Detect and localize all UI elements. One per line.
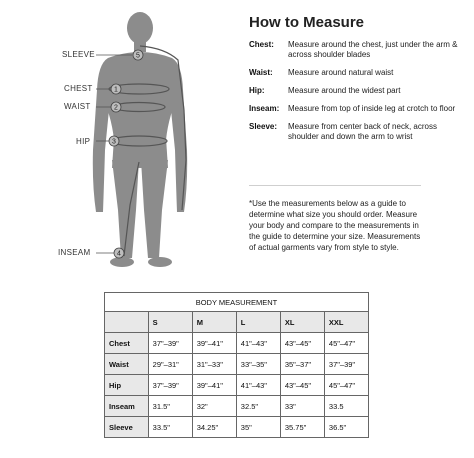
definition-hip [249, 86, 464, 96]
row-label-waist: Waist [105, 354, 149, 375]
marker-3-label: 3 [112, 138, 116, 146]
table-cell: 35" [236, 417, 280, 438]
body-figure-panel [0, 0, 250, 285]
table-cell: 43"–45" [280, 333, 324, 354]
table-caption: BODY MEASUREMENT [105, 293, 369, 312]
definition-term: Hip: [249, 86, 265, 95]
definition-text: Measure around the chest, just under the arm & across shoulder blades [288, 40, 458, 59]
table-row [105, 354, 369, 375]
row-label-sleeve: Sleeve [105, 417, 149, 438]
size-header-l: L [236, 312, 280, 333]
definition-waist [249, 68, 464, 78]
definition-term: Sleeve: [249, 122, 278, 131]
table-cell: 45"–47" [324, 333, 368, 354]
how-to-measure-title: How to Measure [249, 14, 365, 31]
table-cell: 34.25" [192, 417, 236, 438]
size-header-xl: XL [280, 312, 324, 333]
table-cell: 45"–47" [324, 375, 368, 396]
row-label-chest: Chest [105, 333, 149, 354]
definition-term: Inseam: [249, 104, 280, 113]
chest-label: CHEST [64, 84, 93, 93]
table-cell: 41"–43" [236, 333, 280, 354]
table-cell: 39"–41" [192, 375, 236, 396]
definition-text: Measure around natural waist [288, 68, 394, 77]
definition-text: Measure from top of inside leg at crotch to floor [288, 104, 456, 113]
definition-text: Measure around the widest part [288, 86, 401, 95]
marker-3 [109, 136, 119, 146]
table-row [105, 333, 369, 354]
marker-5-label: 5 [136, 52, 140, 60]
table-cell: 36.5" [324, 417, 368, 438]
table-cell: 32.5" [236, 396, 280, 417]
marker-4-label: 4 [117, 250, 121, 258]
table-cell: 31.5" [148, 396, 192, 417]
marker-4 [114, 248, 124, 258]
table-cell: 35.75" [280, 417, 324, 438]
size-header-m: M [192, 312, 236, 333]
body-measurement-table [104, 292, 369, 438]
marker-1-label: 1 [114, 86, 118, 94]
table-row [105, 396, 369, 417]
sleeve-label: SLEEVE [62, 50, 95, 59]
table-cell: 39"–41" [192, 333, 236, 354]
size-header-xxl: XXL [324, 312, 368, 333]
waist-label: WAIST [64, 102, 91, 111]
body-silhouette-illustration [0, 0, 250, 285]
table-cell: 33.5 [324, 396, 368, 417]
table-cell: 29"–31" [148, 354, 192, 375]
definition-chest [249, 40, 464, 60]
table-header-row [105, 312, 369, 333]
table-cell: 43"–45" [280, 375, 324, 396]
table-cell: 33"–35" [236, 354, 280, 375]
marker-2-label: 2 [114, 104, 118, 112]
table-cell: 41"–43" [236, 375, 280, 396]
table-row [105, 417, 369, 438]
measurement-definitions [249, 40, 464, 150]
definition-text: Measure from center back of neck, across shoulder and down the arm to wrist [288, 122, 437, 141]
table-row [105, 375, 369, 396]
table-cell: 31"–33" [192, 354, 236, 375]
table-cell: 33" [280, 396, 324, 417]
size-header-s: S [148, 312, 192, 333]
table-cell: 37"–39" [324, 354, 368, 375]
definition-inseam [249, 104, 464, 114]
table-cell: 32" [192, 396, 236, 417]
marker-1 [111, 84, 121, 94]
marker-5 [133, 50, 143, 60]
definition-sleeve [249, 122, 464, 142]
inseam-label: INSEAM [58, 248, 91, 257]
marker-2 [111, 102, 121, 112]
table-cell: 37"–39" [148, 375, 192, 396]
hip-label: HIP [76, 137, 91, 146]
row-label-hip: Hip [105, 375, 149, 396]
row-label-inseam: Inseam [105, 396, 149, 417]
table-cell: 33.5" [148, 417, 192, 438]
table-corner-cell [105, 312, 149, 333]
divider [249, 185, 421, 186]
sizing-note: *Use the measurements below as a guide to determine what size you should order. Measure your body and compare to the measurements in the guide to determine your size. Measurements of actual garments vary from style to style. [249, 199, 421, 252]
definition-term: Chest: [249, 40, 274, 49]
table-cell: 37"–39" [148, 333, 192, 354]
definition-term: Waist: [249, 68, 273, 77]
table-cell: 35"–37" [280, 354, 324, 375]
